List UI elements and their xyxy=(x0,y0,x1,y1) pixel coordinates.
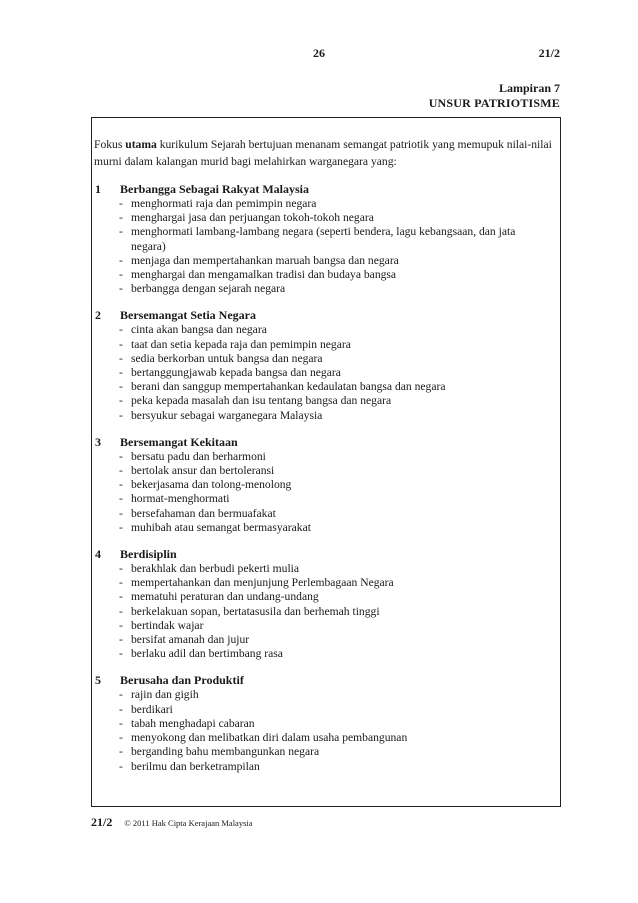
list-item-text: menghormati lambang-lambang negara (seperti bendera, lagu kebangsaan, dan jata negara) xyxy=(131,225,516,253)
bullet-dash: - xyxy=(119,366,123,380)
list-item-text: berlaku adil dan bertimbang rasa xyxy=(131,647,283,661)
list-item xyxy=(119,197,560,211)
section-heading xyxy=(92,434,560,450)
section-heading xyxy=(92,546,560,562)
bullet-dash: - xyxy=(119,197,123,210)
page-footer xyxy=(91,815,253,830)
bullet-dash: - xyxy=(119,702,123,716)
list-item-text: berdikari xyxy=(131,702,173,716)
list-item xyxy=(119,338,560,352)
list-item-text: menjaga dan mempertahankan maruah bangsa dan negara xyxy=(131,253,399,267)
list-item xyxy=(119,576,560,590)
section-bullet-list xyxy=(92,323,560,422)
page-number: 26 xyxy=(313,46,325,60)
list-item xyxy=(119,225,560,253)
list-item xyxy=(119,717,560,731)
intro-text-end: kurikulum Sejarah bertujuan menanam semangat patriotik yang memupuk nilai-nilai murni dalam kalangan murid bagi melahirkan warganegara yang: xyxy=(94,138,552,168)
footer-code: 21/2 xyxy=(91,815,113,829)
section-bullet-list xyxy=(92,688,560,773)
list-item xyxy=(119,478,560,492)
list-item-text: muhibah atau semangat bermasyarakat xyxy=(131,520,311,534)
list-item-text: rajin dan gigih xyxy=(131,688,199,702)
section-number: 2 xyxy=(95,308,101,323)
patriotism-section xyxy=(92,181,560,296)
list-item-text: bertolak ansur dan bertoleransi xyxy=(131,464,275,478)
patriotism-section xyxy=(92,672,560,773)
list-item xyxy=(119,521,560,535)
appendix-label: Lampiran 7 xyxy=(498,81,560,95)
content-body xyxy=(92,118,560,774)
paper-code: 21/2 xyxy=(538,46,560,60)
bullet-dash: - xyxy=(119,562,123,576)
section-title: Bersemangat Setia Negara xyxy=(120,308,256,323)
list-item-text: sedia berkorban untuk bangsa dan negara xyxy=(131,351,323,365)
section-bullet-list xyxy=(92,562,560,661)
patriotism-section xyxy=(92,546,560,661)
section-title: Berbangga Sebagai Rakyat Malaysia xyxy=(120,182,310,196)
bullet-dash: - xyxy=(119,506,123,520)
list-item xyxy=(119,211,560,225)
list-item-text: bersatu padu dan berharmoni xyxy=(131,449,266,463)
bullet-dash: - xyxy=(119,268,123,282)
list-item-text: berganding bahu membangunkan negara xyxy=(131,745,320,759)
patriotism-section xyxy=(92,434,560,535)
appendix-title: UNSUR PATRIOTISME xyxy=(428,96,560,110)
bullet-dash: - xyxy=(119,492,123,506)
bullet-dash: - xyxy=(119,253,123,267)
list-item xyxy=(119,619,560,633)
section-title: Bersemangat Kekitaan xyxy=(120,434,238,449)
list-item xyxy=(119,562,560,576)
list-item-text: bertanggungjawab kepada bangsa dan negara xyxy=(131,366,341,380)
list-item xyxy=(119,268,560,282)
bullet-dash: - xyxy=(119,211,123,225)
list-item-text: mematuhi peraturan dan undang-undang xyxy=(131,590,319,604)
section-number: 3 xyxy=(95,434,101,449)
list-item-text: menghargai jasa dan perjuangan tokoh-tokoh negara xyxy=(131,211,374,225)
list-item-text: berakhlak dan berbudi pekerti mulia xyxy=(131,562,300,576)
list-item-text: cinta akan bangsa dan negara xyxy=(131,323,267,337)
list-item xyxy=(119,450,560,464)
bullet-dash: - xyxy=(119,464,123,478)
list-item-text: hormat-menghormati xyxy=(131,492,230,506)
bullet-dash: - xyxy=(119,478,123,492)
bullet-dash: - xyxy=(119,688,123,702)
section-bullet-list xyxy=(92,197,560,296)
section-bullet-list xyxy=(92,450,560,535)
list-item xyxy=(119,409,560,423)
section-title: Berusaha dan Produktif xyxy=(120,673,244,688)
bullet-dash: - xyxy=(119,618,123,632)
list-item xyxy=(119,507,560,521)
intro-paragraph xyxy=(92,136,560,170)
list-item-text: bersifat amanah dan jujur xyxy=(131,633,250,647)
list-item-text: bertindak wajar xyxy=(131,618,204,632)
list-item xyxy=(119,380,560,394)
bullet-dash: - xyxy=(119,745,123,759)
list-item-text: berbangga dengan sejarah negara xyxy=(131,282,286,296)
list-item-text: menyokong dan melibatkan diri dalam usaha pembangunan xyxy=(131,731,408,745)
bullet-dash: - xyxy=(119,351,123,365)
list-item-text: bersyukur sebagai warganegara Malaysia xyxy=(131,408,323,422)
list-item-text: berani dan sanggup mempertahankan kedaulatan bangsa dan negara xyxy=(131,380,446,394)
bullet-dash: - xyxy=(119,520,123,534)
list-item-text: mempertahankan dan menjunjung Perlembagaan Negara xyxy=(131,576,394,590)
bullet-dash: - xyxy=(119,337,123,351)
section-heading xyxy=(92,181,560,197)
bullet-dash: - xyxy=(119,716,123,730)
intro-emphasis: utama xyxy=(125,138,157,151)
section-title: Berdisiplin xyxy=(120,547,177,562)
list-item-text: menghormati raja dan pemimpin negara xyxy=(131,197,317,210)
list-item xyxy=(119,366,560,380)
list-item xyxy=(119,703,560,717)
list-item-text: bekerjasama dan tolong-menolong xyxy=(131,478,292,492)
list-item xyxy=(119,605,560,619)
list-item-text: peka kepada masalah dan isu tentang bangsa dan negara xyxy=(131,394,392,408)
bullet-dash: - xyxy=(119,323,123,337)
section-heading xyxy=(92,672,560,688)
bullet-dash: - xyxy=(119,647,123,661)
list-item xyxy=(119,731,560,745)
list-item xyxy=(119,394,560,408)
list-item xyxy=(119,282,560,296)
list-item xyxy=(119,745,560,759)
bullet-dash: - xyxy=(119,731,123,745)
sections-list xyxy=(92,181,560,774)
list-item xyxy=(119,633,560,647)
list-item xyxy=(119,464,560,478)
section-heading xyxy=(92,307,560,323)
bullet-dash: - xyxy=(119,604,123,618)
list-item-text: berilmu dan berketrampilan xyxy=(131,759,260,773)
section-number: 1 xyxy=(95,182,101,196)
list-item-text: menghargai dan mengamalkan tradisi dan budaya bangsa xyxy=(131,268,397,282)
bullet-dash: - xyxy=(119,394,123,408)
list-item-text: tabah menghadapi cabaran xyxy=(131,716,255,730)
list-item xyxy=(119,254,560,268)
list-item-text: taat dan setia kepada raja dan pemimpin negara xyxy=(131,337,351,351)
list-item xyxy=(119,647,560,661)
bullet-dash: - xyxy=(119,449,123,463)
bullet-dash: - xyxy=(119,759,123,773)
list-item xyxy=(119,492,560,506)
list-item xyxy=(119,352,560,366)
list-item xyxy=(119,590,560,604)
list-item xyxy=(119,323,560,337)
content-frame xyxy=(91,117,561,807)
bullet-dash: - xyxy=(119,225,123,239)
intro-text-start: Fokus xyxy=(94,138,126,151)
list-item xyxy=(119,688,560,702)
bullet-dash: - xyxy=(119,282,123,296)
section-number: 4 xyxy=(95,547,101,562)
footer-copyright: © 2011 Hak Cipta Kerajaan Malaysia xyxy=(124,818,253,828)
list-item-text: bersefahaman dan bermuafakat xyxy=(131,506,276,520)
list-item-text: berkelakuan sopan, bertatasusila dan berhemah tinggi xyxy=(131,604,380,618)
bullet-dash: - xyxy=(119,576,123,590)
list-item xyxy=(119,760,560,774)
patriotism-section xyxy=(92,307,560,422)
bullet-dash: - xyxy=(119,408,123,422)
bullet-dash: - xyxy=(119,380,123,394)
section-number: 5 xyxy=(95,673,101,688)
bullet-dash: - xyxy=(119,590,123,604)
bullet-dash: - xyxy=(119,633,123,647)
